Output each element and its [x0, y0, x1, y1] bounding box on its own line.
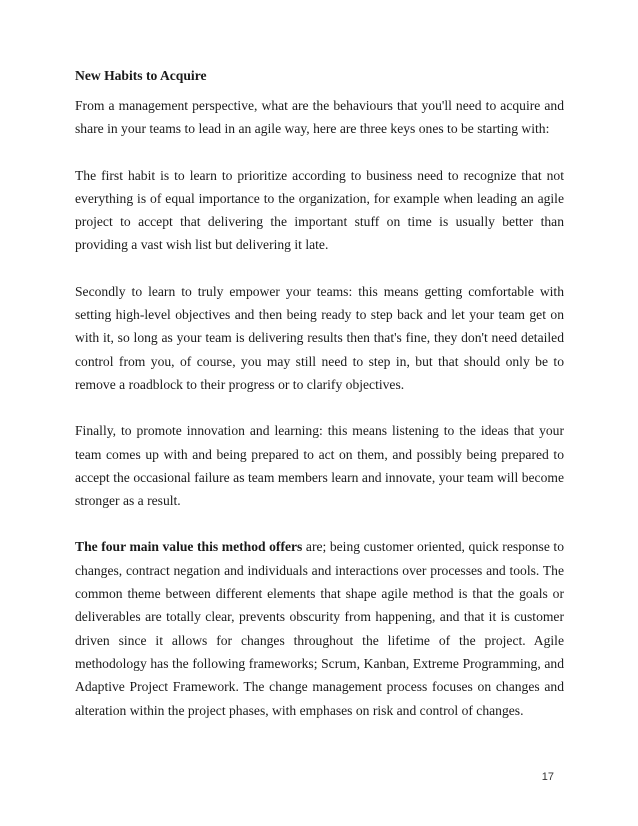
- intro-paragraph: From a management perspective, what are the behaviours that you'll need to acquire and share in your teams to lead in an agile way, here are three keys ones to be starting with:: [75, 98, 564, 137]
- values-body: are; being customer oriented, quick response to changes, contract negation and individuals and interactions over processes and tools. The common theme between different elements that shape agile method is that the goals or deliverables are totally clear, prevents obscurity from happening, and that it is customer driven since it allows for changes throughout the lifetime of the project. Agile methodology has the following frameworks; Scrum, Kanban, Extreme Programming, and Adaptive Project Framework. The change management process focuses on changes and alteration within the project phases, with emphases on risk and control of changes.: [75, 539, 565, 718]
- habit-2-paragraph: Secondly to learn to truly empower your teams: this means getting comfortable with setting high-level objectives and then being ready to step back and let your team get on with it, so long as your team is delivering results then that's fine, they don't need detailed control from you, of course, you may still need to step in, but that should only be to remove a roadblock to their progress or to clarify objectives.: [75, 283, 564, 392]
- habit-3-paragraph: Finally, to promote innovation and learning: this means listening to the ideas that your team comes up with and being prepared to act on them, and possibly being prepared to accept the occasional failure as team members learn and innovate, your team will become stronger as a result.: [75, 423, 564, 509]
- values-lead: The four main value this method offers: [75, 539, 303, 555]
- document-page: [75, 60, 564, 745]
- section-heading: New Habits to Acquire: [75, 68, 207, 83]
- values-paragraph: [75, 535, 564, 721]
- page-number: 17: [541, 771, 554, 783]
- habit-1-paragraph: The first habit is to learn to prioritize according to business need to recognize that not everything is of equal importance to the organization, for example when leading an agile project to accept that delivering the important stuff on time is usually better than providing a vast wish list but delivering it late.: [75, 167, 564, 253]
